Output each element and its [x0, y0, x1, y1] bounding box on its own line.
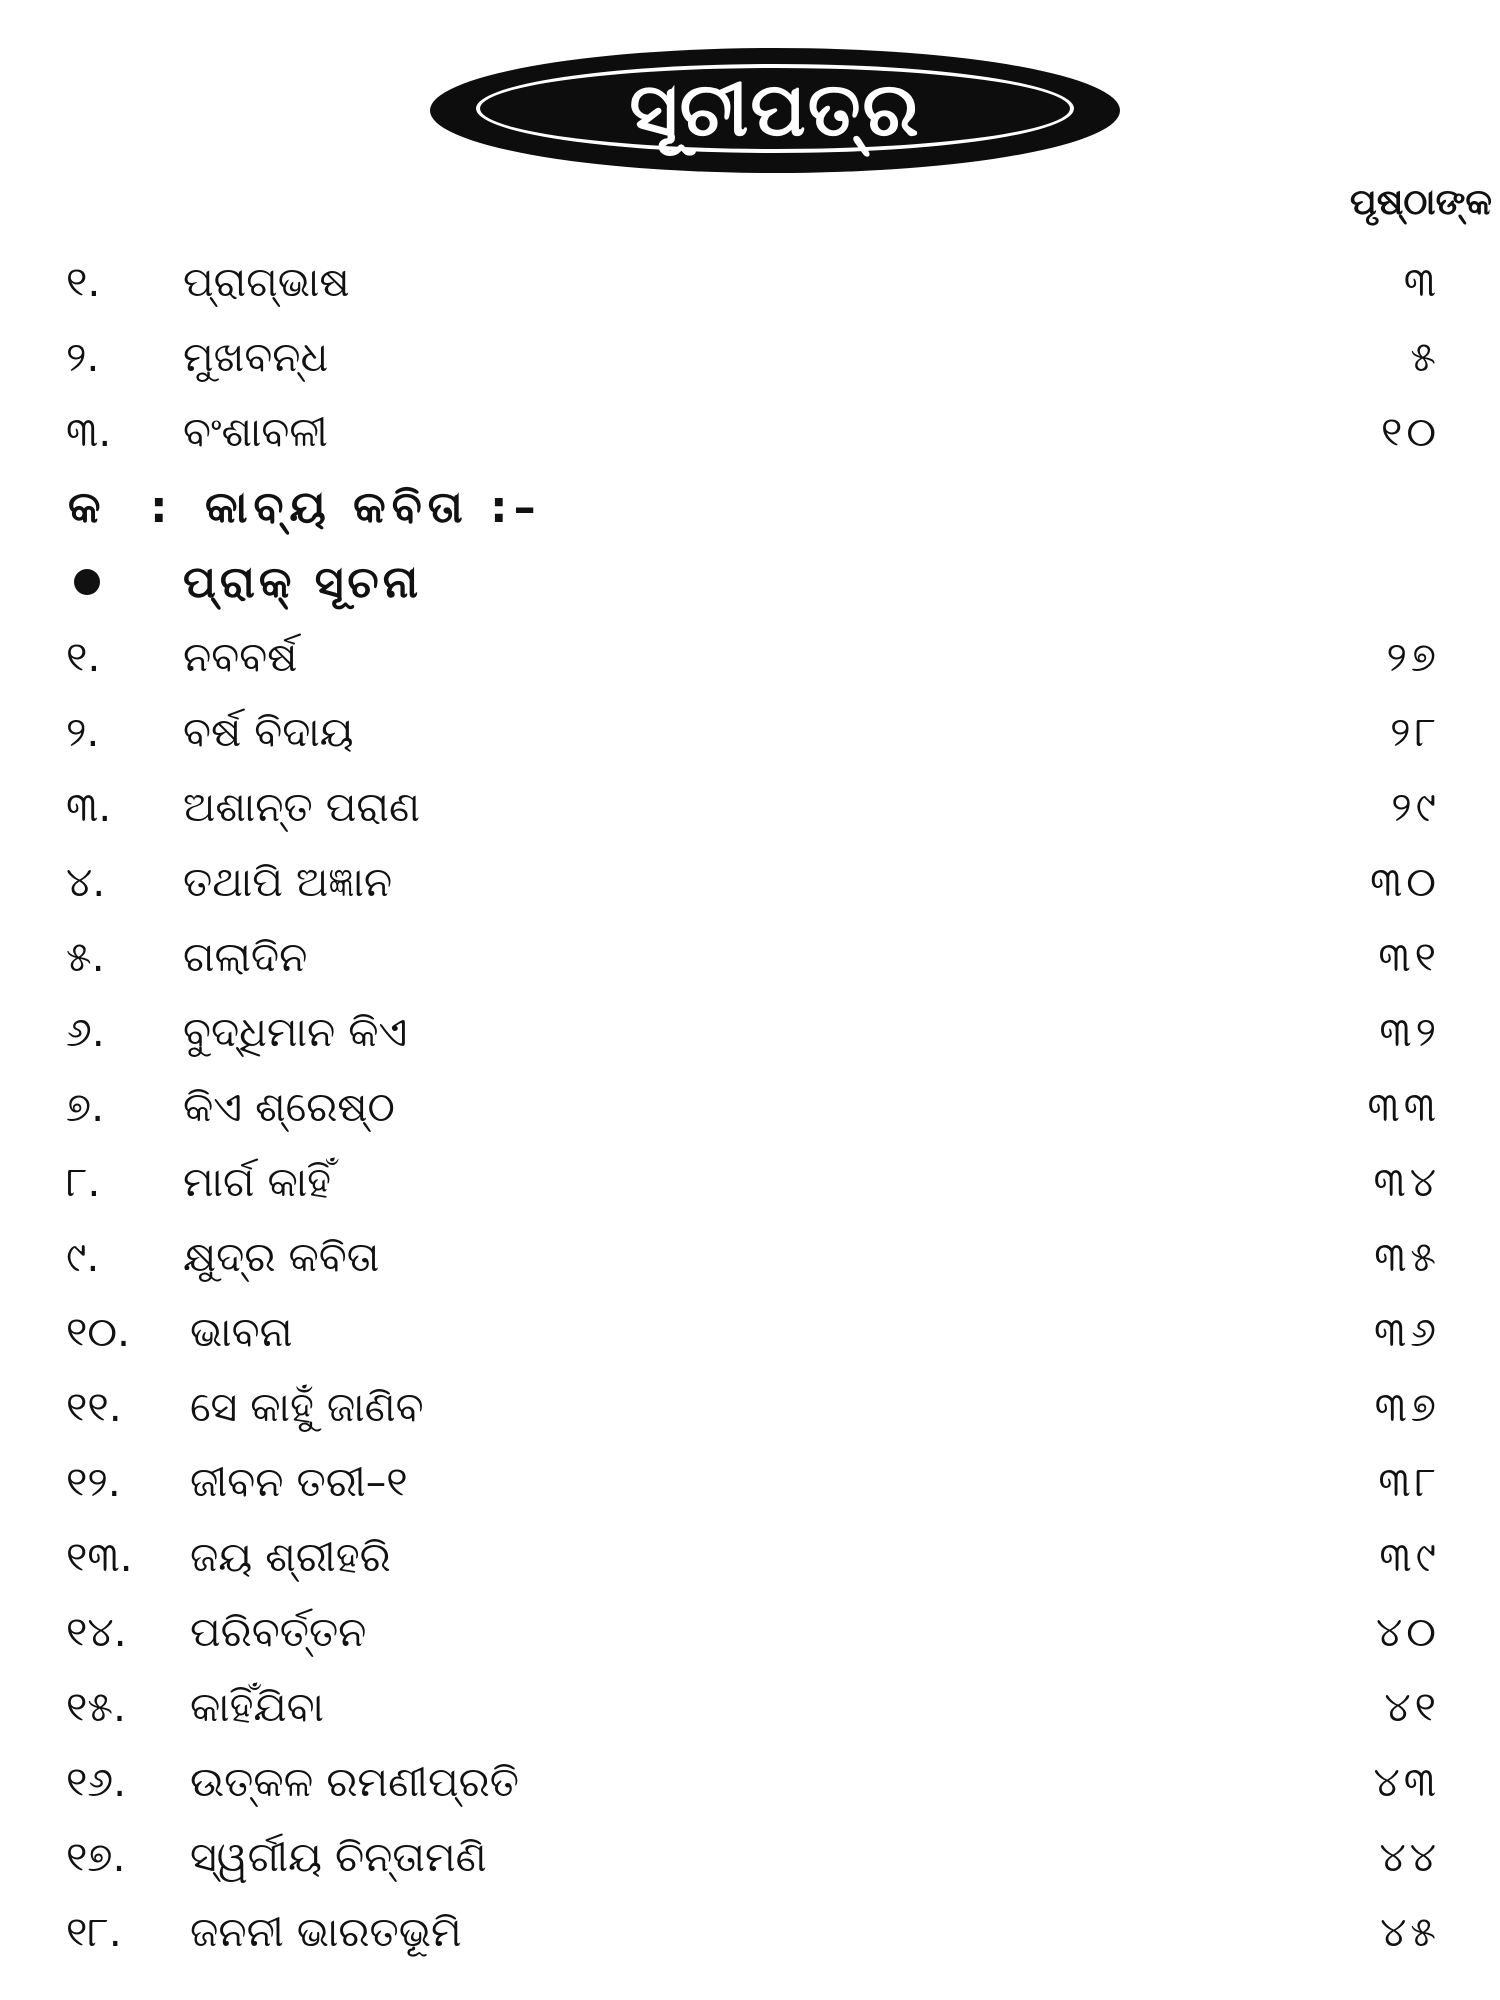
entry-page-number: ୨୮	[1390, 708, 1440, 756]
entry-page-number: ୪୩	[1373, 1758, 1440, 1806]
entry-number: ୭.	[66, 1083, 105, 1131]
toc-entry	[0, 1295, 1500, 1370]
toc-entry	[0, 320, 1500, 395]
section-letter: କ	[68, 482, 101, 533]
toc-entry	[0, 395, 1500, 470]
entry-page-number: ୩୨	[1379, 1008, 1440, 1056]
entry-number: ୧୮.	[66, 1908, 122, 1956]
entry-title: ଗଲାଦିନ	[183, 933, 308, 981]
entry-number: ୨.	[66, 708, 100, 756]
toc-entry	[0, 1595, 1500, 1670]
entry-title: ଜୀବନ ତରୀ–୧	[190, 1458, 408, 1506]
entry-number: ୧୦.	[66, 1308, 131, 1356]
toc-entry	[0, 695, 1500, 770]
entry-number: ୩.	[66, 783, 112, 831]
entry-page-number: ୩୦	[1370, 858, 1440, 906]
entry-title: ଜନନୀ ଭାରତଭୂମି	[190, 1908, 462, 1956]
toc-entry	[0, 1745, 1500, 1820]
poem-list	[0, 620, 1500, 1970]
intro-list	[0, 245, 1500, 470]
entry-number: ୬.	[66, 1008, 105, 1056]
entry-title: ମାର୍ଗ କାହିଁ	[183, 1158, 332, 1206]
toc-entry	[0, 1220, 1500, 1295]
entry-title: ବର୍ଷ ବିଦାୟ	[183, 708, 354, 756]
entry-title: ସ୍ୱର୍ଗୀୟ ଚିନ୍ତାମଣି	[190, 1833, 487, 1881]
toc-entry	[0, 770, 1500, 845]
entry-title: ନବବର୍ଷ	[183, 633, 298, 681]
entry-number: ୧୭.	[66, 1833, 126, 1881]
toc-entry	[0, 845, 1500, 920]
toc-entry	[0, 1145, 1500, 1220]
entry-number: ୧୬.	[66, 1758, 127, 1806]
toc-entry	[0, 1820, 1500, 1895]
entry-page-number: ୪୦	[1376, 1608, 1440, 1656]
entry-title: ଭାବନା	[190, 1308, 293, 1356]
toc-entry	[0, 1445, 1500, 1520]
entry-title: କାହିଁଯିବା	[190, 1683, 324, 1731]
entry-number: ୧୪.	[66, 1608, 127, 1656]
entry-page-number: ୩୫	[1374, 1233, 1440, 1281]
entry-title: ଅଶାନ୍ତ ପରାଣ	[183, 783, 420, 831]
toc-entry	[0, 620, 1500, 695]
toc-entry	[0, 245, 1500, 320]
entry-number: ୧.	[66, 258, 101, 306]
entry-title: ଉତ୍କଳ ରମଣୀପ୍ରତି	[190, 1758, 519, 1806]
entry-title: ଜୟ ଶ୍ରୀହରି	[190, 1533, 391, 1581]
entry-number: ୮.	[66, 1158, 101, 1206]
entry-number: ୧୨.	[66, 1458, 121, 1506]
entry-title: ତଥାପି ଅଜ୍ଞାନ	[183, 858, 393, 906]
entry-number: ୪.	[66, 858, 106, 906]
entry-number: ୯.	[66, 1233, 100, 1281]
bullet-icon	[74, 569, 100, 595]
toc-entry	[0, 1670, 1500, 1745]
page-title: ସୂଚୀପତ୍ର	[629, 67, 921, 153]
entry-page-number: ୪୪	[1379, 1833, 1440, 1881]
subsection-heading	[0, 545, 1500, 620]
entry-number: ୧୩.	[66, 1533, 133, 1581]
entry-title: କ୍ଷୁଦ୍ର କବିତା	[183, 1233, 380, 1281]
entry-title: ପ୍ରାଗ୍‌ଭାଷ	[183, 258, 350, 306]
entry-page-number: ୩	[1403, 258, 1440, 306]
entry-page-number: ୩୧	[1378, 933, 1440, 981]
subsection-title: ପ୍ରାକ୍ ସୂଚନା	[183, 557, 423, 608]
entry-number: ୧.	[66, 633, 101, 681]
toc-entry	[0, 1070, 1500, 1145]
entry-title: ପରିବର୍ତ୍ତନ	[190, 1608, 367, 1656]
section-colon: :	[150, 482, 168, 533]
page-number-column-heading: ପୃଷ୍ଠାଙ୍କ	[1349, 182, 1492, 223]
entry-number: ୧୫.	[66, 1683, 126, 1731]
entry-page-number: ୩୯	[1379, 1533, 1440, 1581]
entry-title: ବୁଦ୍ଧିମାନ କିଏ	[183, 1008, 408, 1056]
entry-number: ୧୧.	[66, 1383, 122, 1431]
entry-page-number: ୪୫	[1380, 1908, 1440, 1956]
entry-page-number: ୨୭	[1386, 633, 1440, 681]
title-banner	[430, 48, 1120, 173]
toc-entry	[0, 1895, 1500, 1970]
entry-page-number: ୪୧	[1384, 1683, 1440, 1731]
entry-title: ସେ କାହୁଁ ଜାଣିବ	[190, 1383, 424, 1431]
entry-page-number: ୨୯	[1391, 783, 1440, 831]
entry-number: ୨.	[66, 333, 100, 381]
entry-number: ୩.	[66, 408, 112, 456]
toc-entry	[0, 920, 1500, 995]
toc-entry	[0, 1520, 1500, 1595]
table-of-contents	[0, 245, 1500, 1970]
entry-page-number: ୩୭	[1374, 1383, 1440, 1431]
entry-page-number: ୩୮	[1378, 1458, 1440, 1506]
entry-page-number: ୧୦	[1380, 408, 1440, 456]
entry-title: ବଂଶାବଳୀ	[183, 408, 328, 456]
entry-page-number: ୩୬	[1374, 1308, 1440, 1356]
entry-page-number: ୫	[1410, 333, 1440, 381]
toc-entry	[0, 995, 1500, 1070]
entry-title: ମୁଖବନ୍ଧ	[183, 333, 329, 381]
section-title: କାବ୍ୟ କବିତା :–	[205, 482, 542, 533]
toc-entry	[0, 1370, 1500, 1445]
section-heading	[0, 470, 1500, 545]
entry-page-number: ୩୪	[1373, 1158, 1440, 1206]
entry-page-number: ୩୩	[1367, 1083, 1440, 1131]
entry-title: କିଏ ଶ୍ରେଷ୍ଠ	[183, 1083, 395, 1131]
entry-number: ୫.	[66, 933, 105, 981]
